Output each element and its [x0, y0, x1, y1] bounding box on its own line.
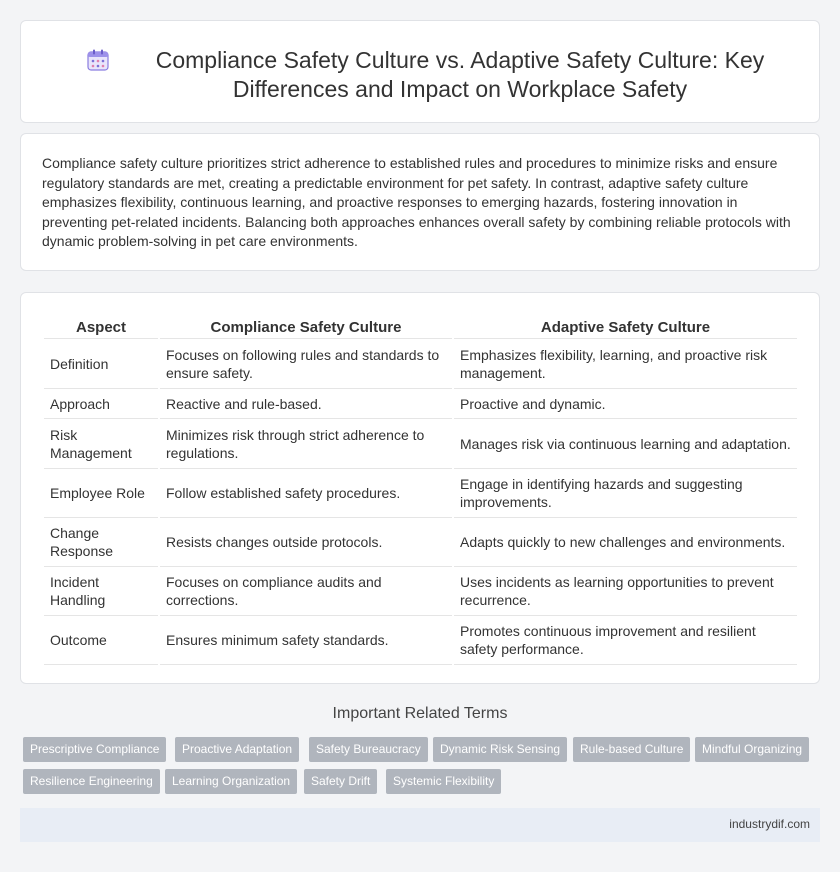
term-tag[interactable]: Safety Bureaucracy	[309, 737, 428, 762]
title-card	[20, 20, 820, 123]
aspect-cell: Risk Management	[44, 419, 158, 469]
table-row	[44, 567, 797, 616]
header-adaptive: Adaptive Safety Culture	[454, 317, 797, 339]
aspect-cell: Change Response	[44, 518, 158, 567]
term-tag[interactable]: Resilience Engineering	[23, 769, 160, 794]
aspect-cell: Definition	[44, 339, 158, 389]
compliance-cell: Focuses on following rules and standards to ensure safety.	[160, 339, 452, 389]
compliance-cell: Follow established safety procedures.	[160, 469, 452, 518]
table-row	[44, 389, 797, 419]
adaptive-cell: Manages risk via continuous learning and adaptation.	[454, 419, 797, 469]
aspect-cell: Employee Role	[44, 469, 158, 518]
table-row	[44, 419, 797, 469]
compliance-cell: Resists changes outside protocols.	[160, 518, 452, 567]
term-tag[interactable]: Dynamic Risk Sensing	[433, 737, 567, 762]
compliance-cell: Focuses on compliance audits and corrections.	[160, 567, 452, 616]
page-title: Compliance Safety Culture vs. Adaptive Safety Culture: Key Differences and Impact on Workplace Safety	[155, 47, 765, 102]
calendar-icon	[87, 49, 109, 71]
footer	[20, 808, 820, 842]
term-tag[interactable]: Mindful Organizing	[695, 737, 809, 762]
table-row	[44, 339, 797, 389]
term-tag[interactable]: Rule-based Culture	[573, 737, 690, 762]
compliance-cell: Minimizes risk through strict adherence to regulations.	[160, 419, 452, 469]
header-aspect: Aspect	[44, 317, 158, 339]
header-compliance: Compliance Safety Culture	[160, 317, 452, 339]
table-row	[44, 616, 797, 665]
term-tag[interactable]: Proactive Adaptation	[175, 737, 299, 762]
compliance-cell: Ensures minimum safety standards.	[160, 616, 452, 665]
term-tag[interactable]: Prescriptive Compliance	[23, 737, 166, 762]
adaptive-cell: Proactive and dynamic.	[454, 389, 797, 419]
aspect-cell: Approach	[44, 389, 158, 419]
term-tag[interactable]: Systemic Flexibility	[386, 769, 501, 794]
intro-paragraph: Compliance safety culture prioritizes strict adherence to established rules and procedures to minimize risks and ensure regulatory standards are met, creating a predictable environment for pet safety. In contrast, adaptive safety culture emphasizes flexibility, continuous learning, and proactive responses to emerging hazards, fostering innovation in preventing pet-related incidents. Balancing both approaches enhances overall safety by combining reliable protocols with dynamic problem-solving in pet care environments.	[42, 155, 791, 250]
table-row	[44, 469, 797, 518]
comparison-card	[20, 292, 820, 684]
comparison-table	[42, 317, 799, 665]
footer-site[interactable]: industrydif.com	[729, 817, 810, 831]
table-row	[44, 518, 797, 567]
related-terms-heading: Important Related Terms	[332, 705, 508, 722]
compliance-cell: Reactive and rule-based.	[160, 389, 452, 419]
adaptive-cell: Emphasizes flexibility, learning, and proactive risk management.	[454, 339, 797, 389]
adaptive-cell: Adapts quickly to new challenges and environments.	[454, 518, 797, 567]
adaptive-cell: Uses incidents as learning opportunities to prevent recurrence.	[454, 567, 797, 616]
term-tag[interactable]: Safety Drift	[304, 769, 377, 794]
intro-card	[20, 133, 820, 271]
table-header-row	[44, 317, 797, 339]
adaptive-cell: Promotes continuous improvement and resilient safety performance.	[454, 616, 797, 665]
aspect-cell: Incident Handling	[44, 567, 158, 616]
adaptive-cell: Engage in identifying hazards and suggesting improvements.	[454, 469, 797, 518]
term-tag[interactable]: Learning Organization	[165, 769, 297, 794]
aspect-cell: Outcome	[44, 616, 158, 665]
